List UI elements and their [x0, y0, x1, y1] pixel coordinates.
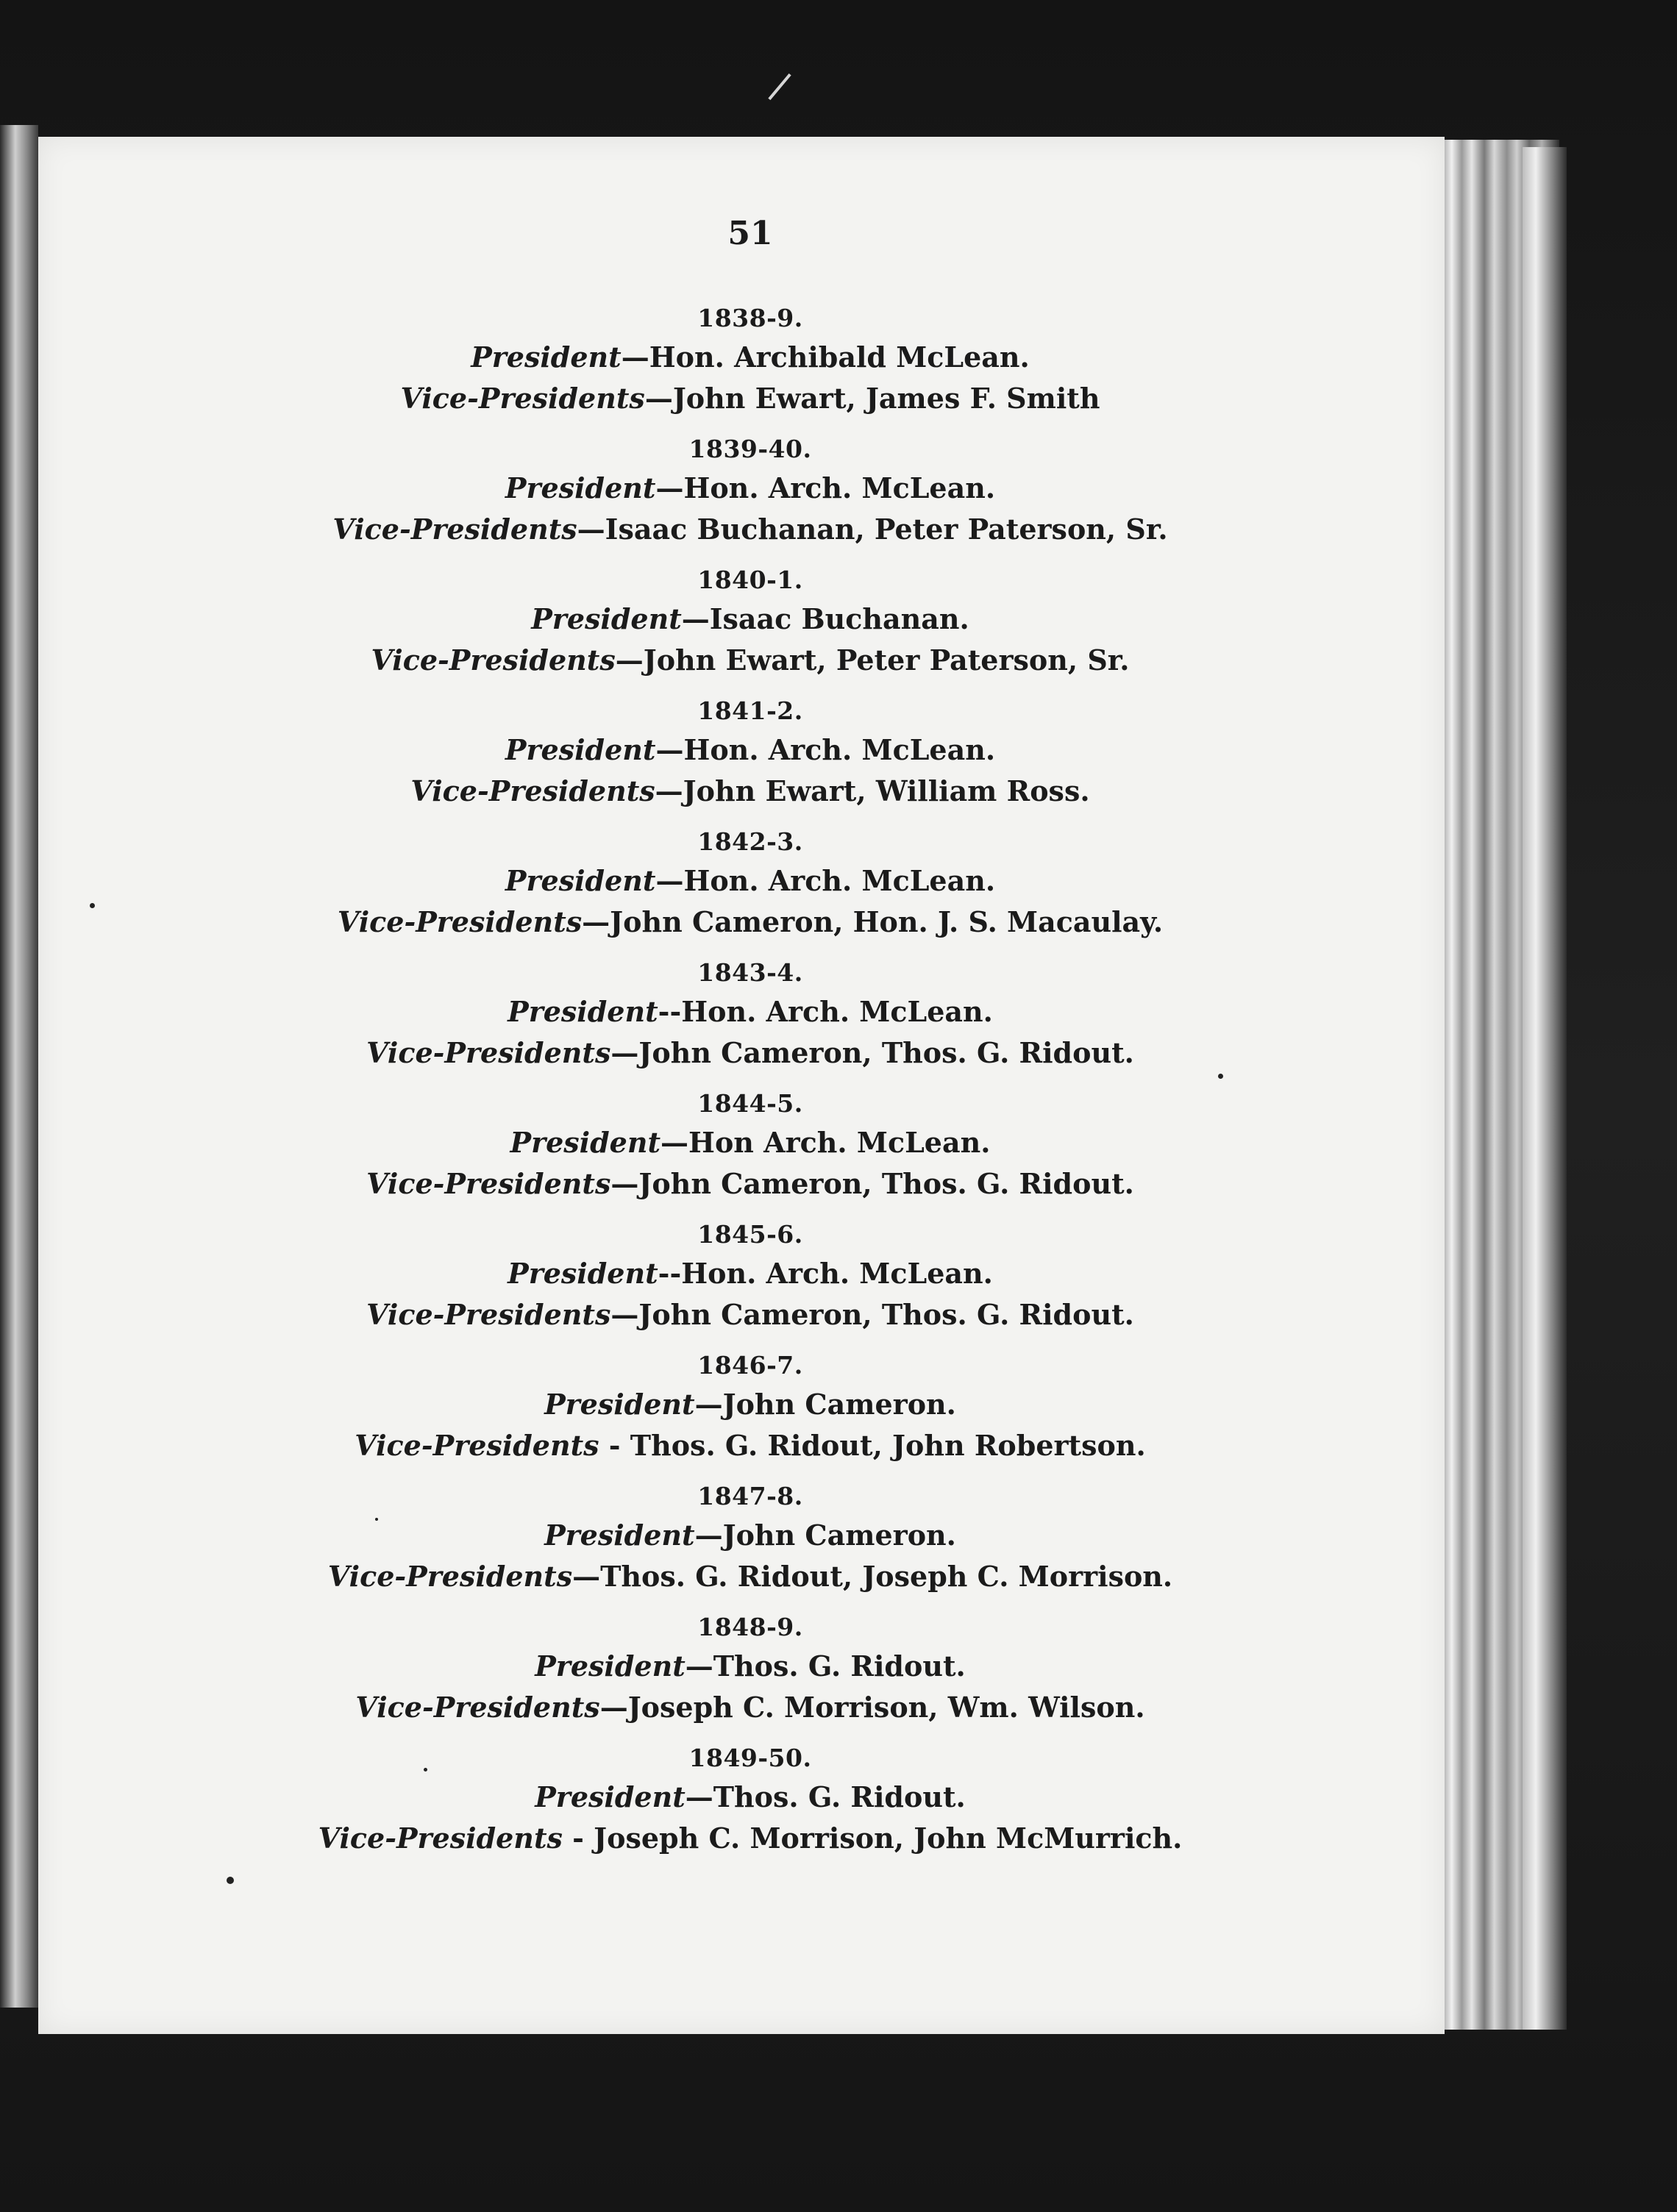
officers-entry [0, 431, 1500, 550]
vice-presidents-names: Thos. G. Ridout, John Robertson. [630, 1429, 1146, 1462]
president-name: John Cameron. [722, 1388, 956, 1421]
vice-presidents-names: John Cameron, Thos. G. Ridout. [638, 1298, 1134, 1331]
vice-presidents-role-label: Vice-Presidents [410, 774, 655, 807]
vice-presidents-role-label: Vice-Presidents [400, 382, 645, 415]
president-name: John Cameron. [722, 1519, 956, 1552]
president-line [0, 1384, 1500, 1425]
officers-entry [0, 824, 1500, 943]
vice-presidents-names: John Ewart, William Ross. [683, 774, 1090, 807]
president-line [0, 1122, 1500, 1163]
officers-entry [0, 300, 1500, 419]
term-year: 1848-9. [697, 1613, 803, 1641]
term-year: 1843-4. [697, 958, 803, 987]
role-separator: -- [658, 995, 682, 1028]
officers-entry [0, 1347, 1500, 1466]
vice-presidents-line [0, 1032, 1500, 1074]
president-role-label: President [544, 1388, 695, 1421]
role-separator: — [610, 1298, 639, 1331]
officers-list [0, 300, 1500, 1871]
term-year: 1840-1. [697, 566, 803, 594]
officers-entry [0, 562, 1500, 681]
term-year: 1846-7. [697, 1351, 803, 1380]
role-separator: - [562, 1822, 594, 1855]
officers-entry [0, 1740, 1500, 1859]
role-separator: — [621, 340, 649, 374]
president-line [0, 1777, 1500, 1818]
president-name: Hon. Archibald McLean. [649, 340, 1030, 374]
president-name: Isaac Buchanan. [709, 602, 969, 635]
vice-presidents-role-label: Vice-Presidents [366, 1036, 611, 1069]
vice-presidents-names: John Cameron, Thos. G. Ridout. [638, 1036, 1134, 1069]
president-role-label: President [544, 1519, 695, 1552]
vice-presidents-role-label: Vice-Presidents [318, 1822, 563, 1855]
president-line [0, 729, 1500, 771]
term-year: 1841-2. [697, 696, 803, 725]
page-number: 51 [727, 215, 773, 252]
role-separator: — [615, 643, 644, 677]
role-separator: — [655, 774, 683, 807]
vice-presidents-names: John Ewart, Peter Paterson, Sr. [643, 643, 1130, 677]
term-year: 1838-9. [697, 304, 803, 332]
president-line [0, 991, 1500, 1032]
ink-speck [227, 1877, 234, 1884]
vice-presidents-line [0, 902, 1500, 943]
president-name: Hon. Arch. McLean. [683, 471, 996, 504]
president-line [0, 860, 1500, 902]
vice-presidents-line [0, 1294, 1500, 1335]
term-year: 1849-50. [688, 1744, 812, 1772]
president-line [0, 468, 1500, 509]
president-line [0, 1253, 1500, 1294]
vice-presidents-names: John Cameron, Hon. J. S. Macaulay. [610, 905, 1164, 938]
role-separator: — [610, 1167, 639, 1200]
vice-presidents-role-label: Vice-Presidents [337, 905, 583, 938]
role-separator: — [610, 1036, 639, 1069]
book-cover-edge [1523, 147, 1567, 2030]
vice-presidents-line [0, 378, 1500, 419]
president-line [0, 599, 1500, 640]
officers-entry [0, 1216, 1500, 1335]
term-year: 1845-6. [697, 1220, 803, 1249]
president-line [0, 1515, 1500, 1556]
vice-presidents-names: John Ewart, James F. Smith [672, 382, 1100, 415]
vice-presidents-line [0, 1425, 1500, 1466]
role-separator: - [599, 1429, 630, 1462]
vice-presidents-names: Joseph C. Morrison, John McMurrich. [594, 1822, 1183, 1855]
vice-presidents-names: John Cameron, Thos. G. Ridout. [638, 1167, 1134, 1200]
role-separator: — [599, 1691, 628, 1724]
role-separator: — [694, 1519, 723, 1552]
role-separator: — [685, 1780, 713, 1813]
officers-entry [0, 693, 1500, 812]
term-year: 1847-8. [697, 1482, 803, 1510]
vice-presidents-line [0, 771, 1500, 812]
president-name: Hon. Arch. McLean. [683, 864, 996, 897]
vice-presidents-line [0, 509, 1500, 550]
role-separator: — [577, 513, 605, 546]
vice-presidents-role-label: Vice-Presidents [332, 513, 577, 546]
president-name: Hon. Arch. McLean. [683, 733, 996, 766]
role-separator: — [655, 864, 684, 897]
officers-entry [0, 955, 1500, 1074]
president-role-label: President [505, 471, 656, 504]
role-separator: -- [658, 1257, 682, 1290]
president-name: Thos. G. Ridout. [713, 1649, 966, 1683]
president-name: Hon. Arch. McLean. [681, 1257, 993, 1290]
president-role-label: President [531, 602, 682, 635]
term-year: 1839-40. [688, 435, 812, 463]
role-separator: — [694, 1388, 723, 1421]
president-role-label: President [510, 1126, 661, 1159]
president-line [0, 337, 1500, 378]
vice-presidents-role-label: Vice-Presidents [366, 1167, 611, 1200]
vice-presidents-role-label: Vice-Presidents [371, 643, 616, 677]
vice-presidents-names: Joseph C. Morrison, Wm. Wilson. [627, 1691, 1145, 1724]
vice-presidents-role-label: Vice-Presidents [355, 1691, 600, 1724]
president-name: Hon. Arch. McLean. [681, 995, 993, 1028]
role-separator: — [661, 1126, 689, 1159]
officers-entry [0, 1478, 1500, 1597]
president-role-label: President [535, 1780, 686, 1813]
role-separator: — [655, 471, 684, 504]
role-separator: — [655, 733, 684, 766]
president-role-label: President [535, 1649, 686, 1683]
term-year: 1842-3. [697, 827, 803, 856]
president-role-label: President [505, 864, 656, 897]
term-year: 1844-5. [697, 1089, 803, 1118]
president-role-label: President [471, 340, 622, 374]
president-role-label: President [508, 1257, 658, 1290]
officers-entry [0, 1609, 1500, 1728]
vice-presidents-line [0, 640, 1500, 681]
role-separator: — [685, 1649, 713, 1683]
president-name: Thos. G. Ridout. [713, 1780, 966, 1813]
president-role-label: President [508, 995, 658, 1028]
vice-presidents-line [0, 1687, 1500, 1728]
vice-presidents-role-label: Vice-Presidents [366, 1298, 611, 1331]
officers-entry [0, 1085, 1500, 1205]
vice-presidents-names: Isaac Buchanan, Peter Paterson, Sr. [605, 513, 1168, 546]
president-line [0, 1646, 1500, 1687]
role-separator: — [681, 602, 710, 635]
vice-presidents-names: Thos. G. Ridout, Joseph C. Morrison. [600, 1560, 1173, 1593]
president-role-label: President [505, 733, 656, 766]
vice-presidents-line [0, 1556, 1500, 1597]
vice-presidents-role-label: Vice-Presidents [327, 1560, 573, 1593]
president-name: Hon Arch. McLean. [688, 1126, 991, 1159]
vice-presidents-role-label: Vice-Presidents [355, 1429, 599, 1462]
vice-presidents-line [0, 1818, 1500, 1859]
role-separator: — [644, 382, 673, 415]
vice-presidents-line [0, 1163, 1500, 1205]
role-separator: — [572, 1560, 601, 1593]
role-separator: — [582, 905, 610, 938]
